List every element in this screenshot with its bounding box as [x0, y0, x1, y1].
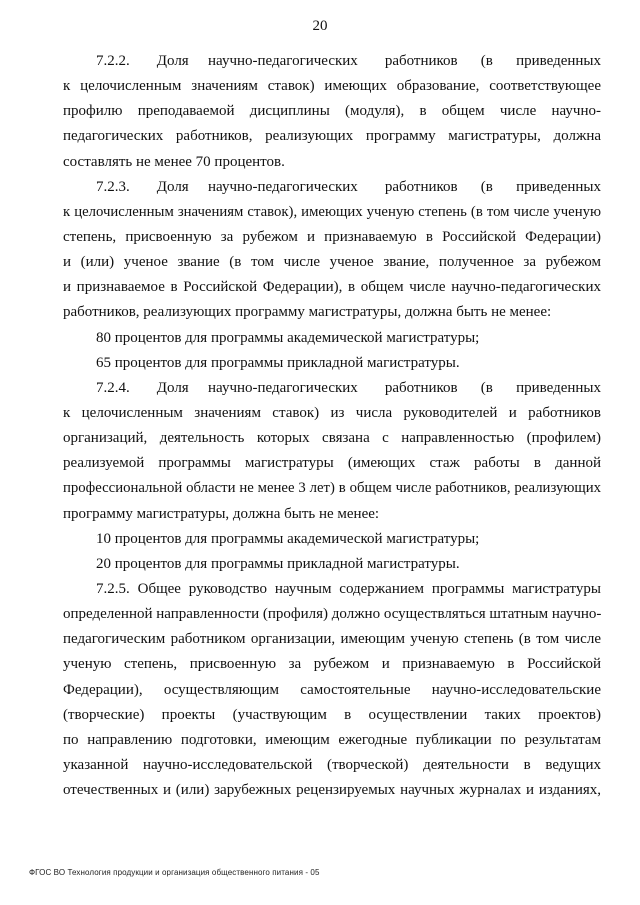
text-line: работников, реализующих программу магистратуры, должна быть не менее: [63, 304, 552, 321]
text-line: степень, присвоенную за рубежом и признаваемую в Российской Федерации) [63, 228, 601, 245]
text-line: 7.2.2. Доля научно-педагогических работников (в приведенных [96, 53, 601, 69]
text-line: 65 процентов для программы прикладной магистратуры. [96, 354, 460, 371]
text-line: 7.2.3. Доля научно-педагогических работников (в приведенных [96, 178, 601, 195]
text-line: ученую степень, присвоенную за рубежом и признаваемую в Российской [63, 656, 601, 673]
text-line: отечественных и (или) зарубежных рецензируемых научных журналах и изданиях, [63, 782, 601, 799]
text-line: реализуемой программы магистратуры (имеющих стаж работы в данной [63, 455, 601, 472]
text-line: Федерации), осуществляющим самостоятельные научно-исследовательские [63, 681, 601, 698]
text-line: 80 процентов для программы академической магистратуры; [96, 329, 480, 346]
body-text [63, 49, 601, 803]
text-line: профилю преподаваемой дисциплины (модуля), в общем числе научно- [63, 103, 601, 120]
text-line: 20 процентов для программы прикладной магистратуры. [96, 555, 460, 572]
text-line: по направлению подготовки, имеющим ежегодные публикации по результатам [63, 731, 601, 748]
text-line: к целочисленным значениям ставок) имеющих образование, соответствующее [63, 78, 601, 95]
text-line: определенной направленности (профиля) должно осуществляться штатным научно- [63, 606, 602, 623]
page-footer: ФГОС ВО Технология продукции и организация общественного питания - 05 [29, 868, 320, 877]
text-line: (творческие) проекты (участвующим в осуществлении таких проектов) [63, 706, 601, 723]
text-line: организаций, деятельность которых связана с направленностью (профилем) [63, 430, 601, 447]
text-line: 10 процентов для программы академической магистратуры; [96, 530, 480, 547]
text-line: педагогическим работником организации, имеющим ученую степень (в том числе [63, 631, 601, 648]
text-line: указанной научно-исследовательской (творческой) деятельности в ведущих [63, 756, 601, 773]
text-line: программу магистратуры, должна быть не менее: [63, 505, 380, 522]
text-line: и (или) ученое звание (в том числе ученое звание, полученное за рубежом [63, 254, 601, 271]
text-line: 7.2.5. Общее руководство научным содержанием программы магистратуры [96, 580, 601, 597]
text-line: педагогических работников, реализующих программу магистратуры, должна [63, 128, 601, 145]
text-line: профессиональной области не менее 3 лет) в общем числе работников, реализующих [63, 480, 601, 497]
text-line: к целочисленным значениям ставок), имеющих ученую степень (в том числе ученую [63, 203, 601, 220]
text-line: 7.2.4. Доля научно-педагогических работников (в приведенных [96, 379, 601, 396]
page-number: 20 [312, 18, 328, 34]
text-line: составлять не менее 70 процентов. [63, 153, 285, 170]
text-line: и признаваемое в Российской Федерации), в общем числе научно-педагогических [63, 279, 601, 296]
text-line: к целочисленным значениям ставок) из числа руководителей и работников [63, 404, 601, 421]
